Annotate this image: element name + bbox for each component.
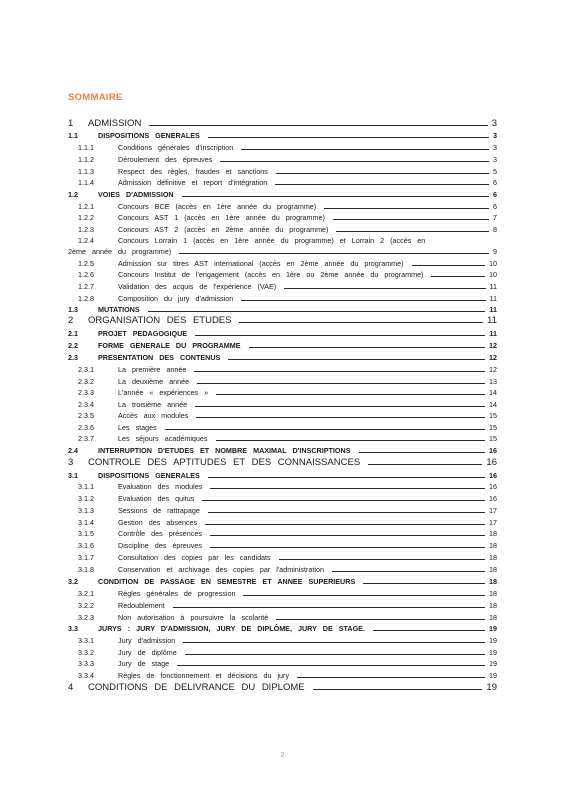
toc-entry[interactable] bbox=[0, 387, 565, 398]
toc-entry-label: DISPOSITIONS GENERALES bbox=[98, 131, 200, 140]
toc-entry[interactable] bbox=[0, 130, 565, 141]
toc-leader-line bbox=[275, 177, 489, 185]
toc-leader-line bbox=[241, 293, 485, 301]
toc-entry[interactable] bbox=[0, 457, 565, 468]
toc-leader-line bbox=[359, 445, 486, 453]
toc-entry[interactable] bbox=[0, 576, 565, 587]
toc-leader-line bbox=[202, 493, 485, 501]
toc-leader-line bbox=[197, 376, 485, 384]
toc-entry-page: 11 bbox=[487, 315, 497, 326]
toc-entry-label: VOIES D'ADMISSION bbox=[98, 190, 174, 199]
toc-entry-number: 1.1 bbox=[68, 131, 78, 140]
toc-entry-page: 3 bbox=[493, 143, 497, 152]
toc-leader-line bbox=[220, 154, 489, 162]
toc-entry[interactable] bbox=[0, 540, 565, 551]
toc-entry[interactable] bbox=[0, 623, 565, 634]
toc-entry[interactable] bbox=[0, 154, 565, 165]
toc-entry-page: 7 bbox=[493, 213, 497, 222]
toc-entry-number: 1.2.3 bbox=[78, 225, 94, 234]
toc-leader-line bbox=[243, 588, 485, 596]
toc-entry-label: Jury de stage bbox=[118, 659, 170, 668]
toc-entry[interactable] bbox=[0, 670, 565, 681]
toc-entry-number: 1.2.1 bbox=[78, 202, 94, 211]
toc-entry-page: 16 bbox=[489, 494, 497, 503]
toc-title: SOMMAIRE bbox=[68, 92, 123, 103]
toc-entry-page: 6 bbox=[493, 202, 497, 211]
toc-entry-number: 1.1.2 bbox=[78, 155, 94, 164]
toc-entry[interactable] bbox=[0, 552, 565, 563]
toc-leader-line bbox=[196, 410, 485, 418]
toc-entry-number: 2.2 bbox=[68, 341, 78, 350]
toc-entry-label: Concours BCE (accès en 1ère année du programme) bbox=[118, 202, 317, 211]
toc-entry-label: Règles générales de progression bbox=[118, 589, 236, 598]
toc-entry-label: ADMISSION bbox=[88, 118, 142, 129]
toc-entry-page: 3 bbox=[493, 131, 497, 140]
toc-entry[interactable] bbox=[0, 564, 565, 575]
toc-entry[interactable] bbox=[0, 399, 565, 410]
toc-leader-line bbox=[373, 623, 485, 631]
toc-entry-page: 14 bbox=[489, 388, 497, 397]
toc-entry[interactable] bbox=[0, 315, 565, 326]
toc-entry[interactable] bbox=[0, 376, 565, 387]
toc-entry-label: Règles de fonctionnement et décisions du jury bbox=[118, 671, 290, 680]
toc-entry-label: Respect des règles, fraudes et sanctions bbox=[118, 167, 268, 176]
toc-leader-line bbox=[297, 670, 485, 678]
toc-entry-label: La deuxième année bbox=[118, 377, 190, 386]
toc-entry-number: 3.3.2 bbox=[78, 648, 94, 657]
toc-entry[interactable] bbox=[0, 281, 565, 292]
toc-entry-label: Discipline des épreuves bbox=[118, 541, 202, 550]
toc-entry-label: DISPOSITIONS GENERALES bbox=[98, 471, 200, 480]
toc-entry-label: Gestion des absences bbox=[118, 518, 198, 527]
toc-entry-page: 16 bbox=[486, 457, 497, 468]
toc-entry[interactable] bbox=[0, 340, 565, 351]
toc-entry[interactable] bbox=[0, 422, 565, 433]
toc-entry-number: 1.2.5 bbox=[78, 259, 94, 268]
toc-leader-line bbox=[324, 201, 489, 209]
toc-entry-number: 3.3.4 bbox=[78, 671, 94, 680]
toc-entry-label: Contrôle des présences bbox=[118, 529, 202, 538]
toc-entry-number: 1.1.1 bbox=[78, 143, 94, 152]
toc-entry[interactable] bbox=[0, 212, 565, 223]
toc-entry-page: 6 bbox=[493, 190, 497, 199]
toc-entry-page: 11 bbox=[489, 305, 497, 314]
toc-entry-number: 1.1.3 bbox=[78, 167, 94, 176]
toc-entry[interactable] bbox=[0, 177, 565, 188]
toc-entry-page: 17 bbox=[489, 506, 497, 515]
toc-leader-line bbox=[165, 422, 485, 430]
toc-entry[interactable] bbox=[0, 258, 565, 269]
toc-leader-line bbox=[333, 212, 489, 220]
toc-entry-page: 11 bbox=[489, 329, 497, 338]
toc-leader-line bbox=[208, 505, 485, 513]
toc-entry-label: Non autorisation à poursuivre la scolarité bbox=[118, 613, 269, 622]
toc-entry[interactable] bbox=[0, 304, 565, 315]
toc-entry[interactable] bbox=[0, 189, 565, 200]
toc-leader-line bbox=[313, 682, 483, 690]
toc-entry-page: 18 bbox=[489, 529, 497, 538]
toc-entry-page: 18 bbox=[489, 577, 497, 586]
toc-entry-label: Consultation des copies par les candidats bbox=[118, 553, 271, 562]
toc-leader-line bbox=[241, 142, 489, 150]
toc-entry-page: 3 bbox=[491, 118, 497, 129]
toc-entry[interactable] bbox=[0, 201, 565, 212]
toc-entry-label: La troisième année bbox=[118, 400, 188, 409]
toc-entry-label: Concours AST 1 (accès en 1ère année du programme) bbox=[118, 213, 325, 222]
toc-entry[interactable] bbox=[0, 235, 565, 246]
toc-entry[interactable] bbox=[0, 658, 565, 669]
toc-entry-page: 16 bbox=[489, 446, 497, 455]
toc-entry-number: 3.1.2 bbox=[78, 494, 94, 503]
toc-entry-label: Concours Institut de l'engagement (accès en 1ère ou 2ème année du programme) bbox=[118, 270, 424, 279]
toc-entry-number: 1.2.2 bbox=[78, 213, 94, 222]
toc-leader-line bbox=[149, 118, 487, 126]
toc-leader-line bbox=[210, 540, 485, 548]
toc-leader-line bbox=[182, 189, 489, 197]
toc-entry[interactable] bbox=[0, 364, 565, 375]
toc-entry-number: 2 bbox=[68, 315, 74, 326]
toc-entry-page: 12 bbox=[489, 353, 497, 362]
toc-entry-number: 3 bbox=[68, 457, 74, 468]
toc-leader-line bbox=[208, 130, 489, 138]
toc-leader-line bbox=[195, 328, 485, 336]
toc-entry-page: 9 bbox=[493, 247, 497, 256]
toc-entry-label: L'année « expériences » bbox=[118, 388, 209, 397]
toc-entry[interactable] bbox=[0, 528, 565, 539]
toc-entry[interactable] bbox=[0, 224, 565, 235]
toc-entry[interactable] bbox=[0, 517, 565, 528]
toc-entry-number: 3.1.3 bbox=[78, 506, 94, 515]
toc-entry-number: 2.3.5 bbox=[78, 411, 94, 420]
toc-entry-number: 2.1 bbox=[68, 329, 78, 338]
toc-entry-page: 16 bbox=[489, 482, 497, 491]
toc-entry-number: 3.1 bbox=[68, 471, 78, 480]
toc-entry-page: 19 bbox=[489, 659, 497, 668]
toc-entry-page: 15 bbox=[489, 411, 497, 420]
toc-entry-page: 6 bbox=[493, 178, 497, 187]
toc-leader-line bbox=[431, 269, 485, 277]
toc-entry-page: 19 bbox=[486, 682, 497, 693]
toc-leader-line bbox=[332, 564, 485, 572]
toc-entry[interactable] bbox=[0, 445, 565, 456]
toc-entry-number: 1.2 bbox=[68, 190, 78, 199]
toc-entry-page: 17 bbox=[489, 518, 497, 527]
toc-entry-page: 19 bbox=[489, 636, 497, 645]
toc-entry-page: 3 bbox=[493, 155, 497, 164]
toc-leader-line bbox=[148, 304, 486, 312]
toc-entry-page: 15 bbox=[489, 434, 497, 443]
toc-entry[interactable] bbox=[0, 635, 565, 646]
toc-entry-label: Validation des acquis de l'expérience (VAE) bbox=[118, 282, 277, 291]
toc-entry-number: 3.3.3 bbox=[78, 659, 94, 668]
toc-entry-page: 12 bbox=[489, 341, 497, 350]
toc-entry-label: CONDITIONS DE DELIVRANCE DU DIPLOME bbox=[88, 682, 305, 693]
toc-entry-page: 18 bbox=[489, 613, 497, 622]
toc-entry-page: 15 bbox=[489, 423, 497, 432]
toc-leader-line bbox=[368, 457, 482, 465]
toc-entry-number: 1.2.4 bbox=[78, 236, 94, 245]
toc-entry-number: 3.2.2 bbox=[78, 601, 94, 610]
toc-entry-page: 11 bbox=[489, 282, 497, 291]
toc-entry[interactable] bbox=[0, 481, 565, 492]
toc-leader-line bbox=[173, 600, 485, 608]
toc-entry-number: 2.3.4 bbox=[78, 400, 94, 409]
toc-entry-label: 2ème année du programme) bbox=[68, 247, 172, 256]
toc-entry-number: 1.1.4 bbox=[78, 178, 94, 187]
toc-entry-number: 2.3.3 bbox=[78, 388, 94, 397]
toc-entry-page: 10 bbox=[489, 270, 497, 279]
toc-entry-label: Redoublement bbox=[118, 601, 165, 610]
toc-entry-label: CONDITION DE PASSAGE EN SEMESTRE ET ANNEE SUPERIEURS bbox=[98, 577, 356, 586]
toc-entry-label: ORGANISATION DES ETUDES bbox=[88, 315, 232, 326]
page-number: 2 bbox=[280, 752, 285, 759]
toc-entry[interactable] bbox=[0, 328, 565, 339]
toc-leader-line bbox=[185, 647, 485, 655]
toc-entry-label: Jury d'admission bbox=[118, 636, 176, 645]
toc-entry-number: 1.2.7 bbox=[78, 282, 94, 291]
toc-entry-number: 2.3 bbox=[68, 353, 78, 362]
toc-entry-number: 2.3.7 bbox=[78, 434, 94, 443]
toc-entry[interactable] bbox=[0, 269, 565, 280]
toc-entry[interactable] bbox=[0, 142, 565, 153]
toc-leader-line bbox=[177, 658, 485, 666]
toc-entry-number: 1.3 bbox=[68, 305, 78, 314]
toc-entry-page: 11 bbox=[489, 294, 497, 303]
toc-entry-page: 18 bbox=[489, 541, 497, 550]
toc-entry-page: 12 bbox=[489, 365, 497, 374]
toc-leader-line bbox=[276, 166, 489, 174]
toc-entry-label: Jury de diplôme bbox=[118, 648, 177, 657]
toc-entry[interactable] bbox=[0, 293, 565, 304]
toc-entry-number: 1.2.6 bbox=[78, 270, 94, 279]
toc-entry[interactable] bbox=[0, 470, 565, 481]
toc-entry-number: 3.3.1 bbox=[78, 636, 94, 645]
toc-entry-number: 1.2.8 bbox=[78, 294, 94, 303]
toc-entry[interactable] bbox=[0, 612, 565, 623]
toc-leader-line bbox=[208, 470, 485, 478]
toc-entry-label: Composition du jury d'admission bbox=[118, 294, 234, 303]
toc-entry-number: 3.2 bbox=[68, 577, 78, 586]
toc-entry-label: Admission sur titres AST international (accès en 2ème année du programme) bbox=[118, 259, 404, 268]
toc-entry-label: Les stages bbox=[118, 423, 157, 432]
toc-leader-line bbox=[412, 258, 485, 266]
toc-entry[interactable] bbox=[0, 588, 565, 599]
toc-entry-label: PRESENTATION DES CONTENUS bbox=[98, 353, 221, 362]
toc-entry-number: 3.2.3 bbox=[78, 613, 94, 622]
toc-leader-line bbox=[239, 315, 483, 323]
toc-entry-page: 19 bbox=[489, 671, 497, 680]
toc-leader-line bbox=[210, 528, 485, 536]
toc-entry-page: 5 bbox=[493, 167, 497, 176]
toc-entry[interactable] bbox=[0, 682, 565, 693]
toc-entry-number: 3.2.1 bbox=[78, 589, 94, 598]
toc-entry-page: 19 bbox=[489, 648, 497, 657]
toc-entry-label: INTERRUPTION D'ETUDES ET NOMBRE MAXIMAL D'INSCRIPTIONS bbox=[98, 446, 351, 455]
toc-entry-page: 16 bbox=[489, 471, 497, 480]
toc-entry-label: Evaluation des quitus bbox=[118, 494, 195, 503]
toc-entry-label: Sessions de rattrapage bbox=[118, 506, 200, 515]
toc-entry[interactable] bbox=[0, 600, 565, 611]
toc-entry-label: FORME GENERALE DU PROGRAMME bbox=[98, 341, 241, 350]
toc-entry-page: 14 bbox=[489, 400, 497, 409]
toc-entry[interactable] bbox=[0, 166, 565, 177]
toc-entry-page: 8 bbox=[493, 225, 497, 234]
toc-leader-line bbox=[183, 635, 485, 643]
toc-entry-number: 3.3 bbox=[68, 624, 78, 633]
toc-entry[interactable] bbox=[0, 352, 565, 363]
toc-entry-label: Concours Lorrain 1 (accès en 1ère année du programme) et Lorrain 2 (accès en bbox=[118, 236, 426, 245]
toc-entry[interactable] bbox=[0, 118, 565, 129]
toc-entry-label: Les séjours académiques bbox=[118, 434, 208, 443]
toc-entry-page: 13 bbox=[489, 377, 497, 386]
toc-leader-line bbox=[195, 399, 485, 407]
toc-entry-number: 3.1.4 bbox=[78, 518, 94, 527]
toc-entry-number: 3.1.5 bbox=[78, 529, 94, 538]
toc-entry-number: 3.1.6 bbox=[78, 541, 94, 550]
toc-leader-line bbox=[336, 224, 489, 232]
toc-entry[interactable] bbox=[0, 433, 565, 444]
toc-leader-line bbox=[216, 387, 485, 395]
toc-entry[interactable] bbox=[0, 246, 565, 257]
toc-entry-number: 3.1.1 bbox=[78, 482, 94, 491]
toc-leader-line bbox=[205, 517, 485, 525]
toc-entry-number: 3.1.7 bbox=[78, 553, 94, 562]
toc-entry-label: Conservation et archivage des copies par l'administration bbox=[118, 565, 324, 574]
toc-entry-page: 10 bbox=[489, 259, 497, 268]
toc-entry-page: 18 bbox=[489, 589, 497, 598]
toc-entry-label: CONTROLE DES APTITUDES ET DES CONNAISSANCES bbox=[88, 457, 361, 468]
toc-entry-label: JURYS : JURY D'ADMISSION, JURY DE DIPLÔME, JURY DE STAGE. bbox=[98, 624, 365, 633]
toc-entry-label: Admission définitive et report d'intégration bbox=[118, 178, 268, 187]
toc-entry-label: PROJET PEDAGOGIQUE bbox=[98, 329, 188, 338]
toc-entry-label: Accès aux modules bbox=[118, 411, 189, 420]
toc-leader-line bbox=[276, 612, 485, 620]
toc-leader-line bbox=[363, 576, 485, 584]
toc-leader-line bbox=[249, 340, 485, 348]
toc-entry-number: 4 bbox=[68, 682, 74, 693]
toc-entry-number: 2.3.6 bbox=[78, 423, 94, 432]
toc-entry-label: MUTATIONS bbox=[98, 305, 140, 314]
toc-entry-number: 2.3.1 bbox=[78, 365, 94, 374]
toc-entry-label: Concours AST 2 (accès en 2ème année du programme) bbox=[118, 225, 329, 234]
toc-leader-line bbox=[284, 281, 485, 289]
toc-entry-label: Déroulement des épreuves bbox=[118, 155, 213, 164]
toc-entry-number: 2.4 bbox=[68, 446, 78, 455]
toc-entry-number: 1 bbox=[68, 118, 74, 129]
toc-entry-page: 18 bbox=[489, 553, 497, 562]
toc-entry-label: Evaluation des modules bbox=[118, 482, 203, 491]
toc-leader-line bbox=[216, 433, 485, 441]
toc-entry[interactable] bbox=[0, 505, 565, 516]
toc-entry[interactable] bbox=[0, 410, 565, 421]
toc-entry-number: 3.1.8 bbox=[78, 565, 94, 574]
toc-entry[interactable] bbox=[0, 647, 565, 658]
toc-leader-line bbox=[210, 481, 485, 489]
toc-entry-page: 18 bbox=[489, 601, 497, 610]
toc-entry-page: 19 bbox=[489, 624, 497, 633]
toc-leader-line bbox=[279, 552, 485, 560]
toc-entry[interactable] bbox=[0, 493, 565, 504]
toc-entry-page: 18 bbox=[489, 565, 497, 574]
toc-entry-number: 2.3.2 bbox=[78, 377, 94, 386]
toc-leader-line bbox=[179, 246, 489, 254]
toc-leader-line bbox=[228, 352, 485, 360]
toc-leader-line bbox=[194, 364, 485, 372]
toc-entry-label: La première année bbox=[118, 365, 187, 374]
toc-entry-label: Conditions générales d'inscription bbox=[118, 143, 234, 152]
